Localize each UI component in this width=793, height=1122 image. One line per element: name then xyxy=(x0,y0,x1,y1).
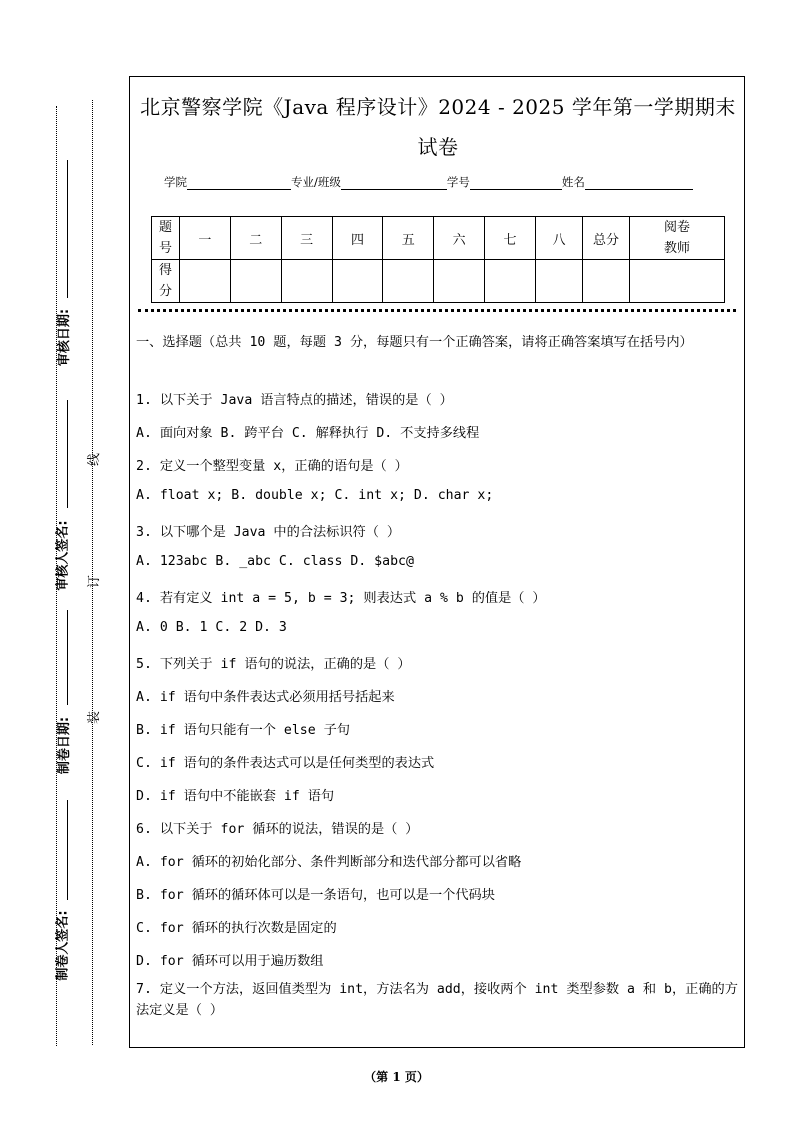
option-line: A. if 语句中条件表达式必须用括号括起来 xyxy=(136,690,395,705)
bind-char: 装 xyxy=(87,710,103,725)
score-table xyxy=(151,216,725,303)
student-id-field[interactable] xyxy=(470,177,562,190)
score-cell[interactable] xyxy=(332,260,383,303)
option-line: A. 0 B. 1 C. 2 D. 3 xyxy=(136,620,287,635)
college-field[interactable] xyxy=(187,177,291,190)
major-class-field[interactable] xyxy=(341,177,447,190)
page-number: （第 1 页） xyxy=(364,1070,429,1084)
score-table-header-row xyxy=(152,217,725,260)
outer-dotted-line xyxy=(92,100,93,1045)
line-char: 线 xyxy=(87,452,103,467)
option-line: D. if 语句中不能嵌套 if 语句 xyxy=(136,789,335,804)
option-line: A. float x; B. double x; C. int x; D. char x; xyxy=(136,488,494,503)
section-heading: 一、选择题（总共 10 题，每题 3 分，每题只有一个正确答案，请将正确答案填写在括号内） xyxy=(136,335,693,350)
col-header: 三 xyxy=(281,217,332,260)
question-line: 1. 以下关于 Java 语言特点的描述，错误的是（ ） xyxy=(136,393,453,408)
name-field[interactable] xyxy=(585,177,693,190)
score-row-header: 得 分 xyxy=(152,260,180,303)
question-line: 2. 定义一个整型变量 x，正确的语句是（ ） xyxy=(136,459,408,474)
exam-frame xyxy=(129,76,745,1048)
option-line: B. for 循环的循环体可以是一条语句，也可以是一个代码块 xyxy=(136,888,495,903)
student-id-label: 学号 xyxy=(446,175,470,189)
reviewer-date-line xyxy=(67,160,68,298)
reviewer-date-label: 审核日期: xyxy=(57,308,73,367)
reviewer-signature-line xyxy=(67,400,68,508)
student-info-row xyxy=(164,174,693,190)
score-cell[interactable] xyxy=(180,260,231,303)
col-header: 四 xyxy=(332,217,383,260)
option-line: B. if 语句只能有一个 else 子句 xyxy=(136,723,350,738)
binding-margin xyxy=(22,100,112,1050)
grader-header: 阅卷 教师 xyxy=(630,217,725,260)
maker-date-label: 制卷日期: xyxy=(57,716,73,775)
col-header: 五 xyxy=(383,217,434,260)
question-line: 5. 下列关于 if 语句的说法，正确的是（ ） xyxy=(136,657,411,672)
option-line: D. for 循环可以用于遍历数组 xyxy=(136,954,324,969)
option-line: C. if 语句的条件表达式可以是任何类型的表达式 xyxy=(136,756,435,771)
total-score-cell[interactable] xyxy=(583,260,630,303)
question-line: 4. 若有定义 int a = 5, b = 3; 则表达式 a % b 的值是（ ） xyxy=(136,591,546,606)
score-cell[interactable] xyxy=(434,260,485,303)
question-line: 7. 定义一个方法，返回值类型为 int，方法名为 add，接收两个 int 类型参数 a 和 b，正确的方法定义是（ ） xyxy=(136,982,738,1018)
score-cell[interactable] xyxy=(383,260,434,303)
question-number-header: 题 号 xyxy=(152,217,180,260)
maker-signature-label: 制卷人签名: xyxy=(55,910,71,981)
grader-cell[interactable] xyxy=(630,260,725,303)
total-header: 总分 xyxy=(583,217,630,260)
score-cell[interactable] xyxy=(281,260,332,303)
exam-title: 北京警察学院《Java 程序设计》2024 - 2025 学年第一学期期末试卷 xyxy=(140,95,736,159)
score-table-score-row xyxy=(152,260,725,303)
question-line: 6. 以下关于 for 循环的说法，错误的是（ ） xyxy=(136,822,419,837)
option-line: A. 面向对象 B. 跨平台 C. 解释执行 D. 不支持多线程 xyxy=(136,426,480,441)
name-label: 姓名 xyxy=(561,175,585,189)
maker-signature-line xyxy=(67,800,68,900)
inner-dotted-line xyxy=(56,106,57,1046)
reviewer-signature-label: 审核人签名: xyxy=(55,520,71,591)
col-header: 一 xyxy=(180,217,231,260)
option-line: C. for 循环的执行次数是固定的 xyxy=(136,921,337,936)
dotted-separator xyxy=(138,309,736,312)
option-line: A. for 循环的初始化部分、条件判断部分和迭代部分都可以省略 xyxy=(136,855,522,870)
score-cell[interactable] xyxy=(485,260,536,303)
col-header: 六 xyxy=(434,217,485,260)
college-label: 学院 xyxy=(164,175,187,189)
option-line: A. 123abc B. _abc C. class D. $abc@ xyxy=(136,554,414,569)
major-class-label: 专业/班级 xyxy=(291,175,341,189)
col-header: 七 xyxy=(485,217,536,260)
score-cell[interactable] xyxy=(230,260,281,303)
staple-char: 订 xyxy=(87,574,103,589)
question-line: 3. 以下哪个是 Java 中的合法标识符（ ） xyxy=(136,525,401,540)
maker-date-line xyxy=(67,610,68,705)
col-header: 二 xyxy=(230,217,281,260)
score-cell[interactable] xyxy=(536,260,583,303)
col-header: 八 xyxy=(536,217,583,260)
